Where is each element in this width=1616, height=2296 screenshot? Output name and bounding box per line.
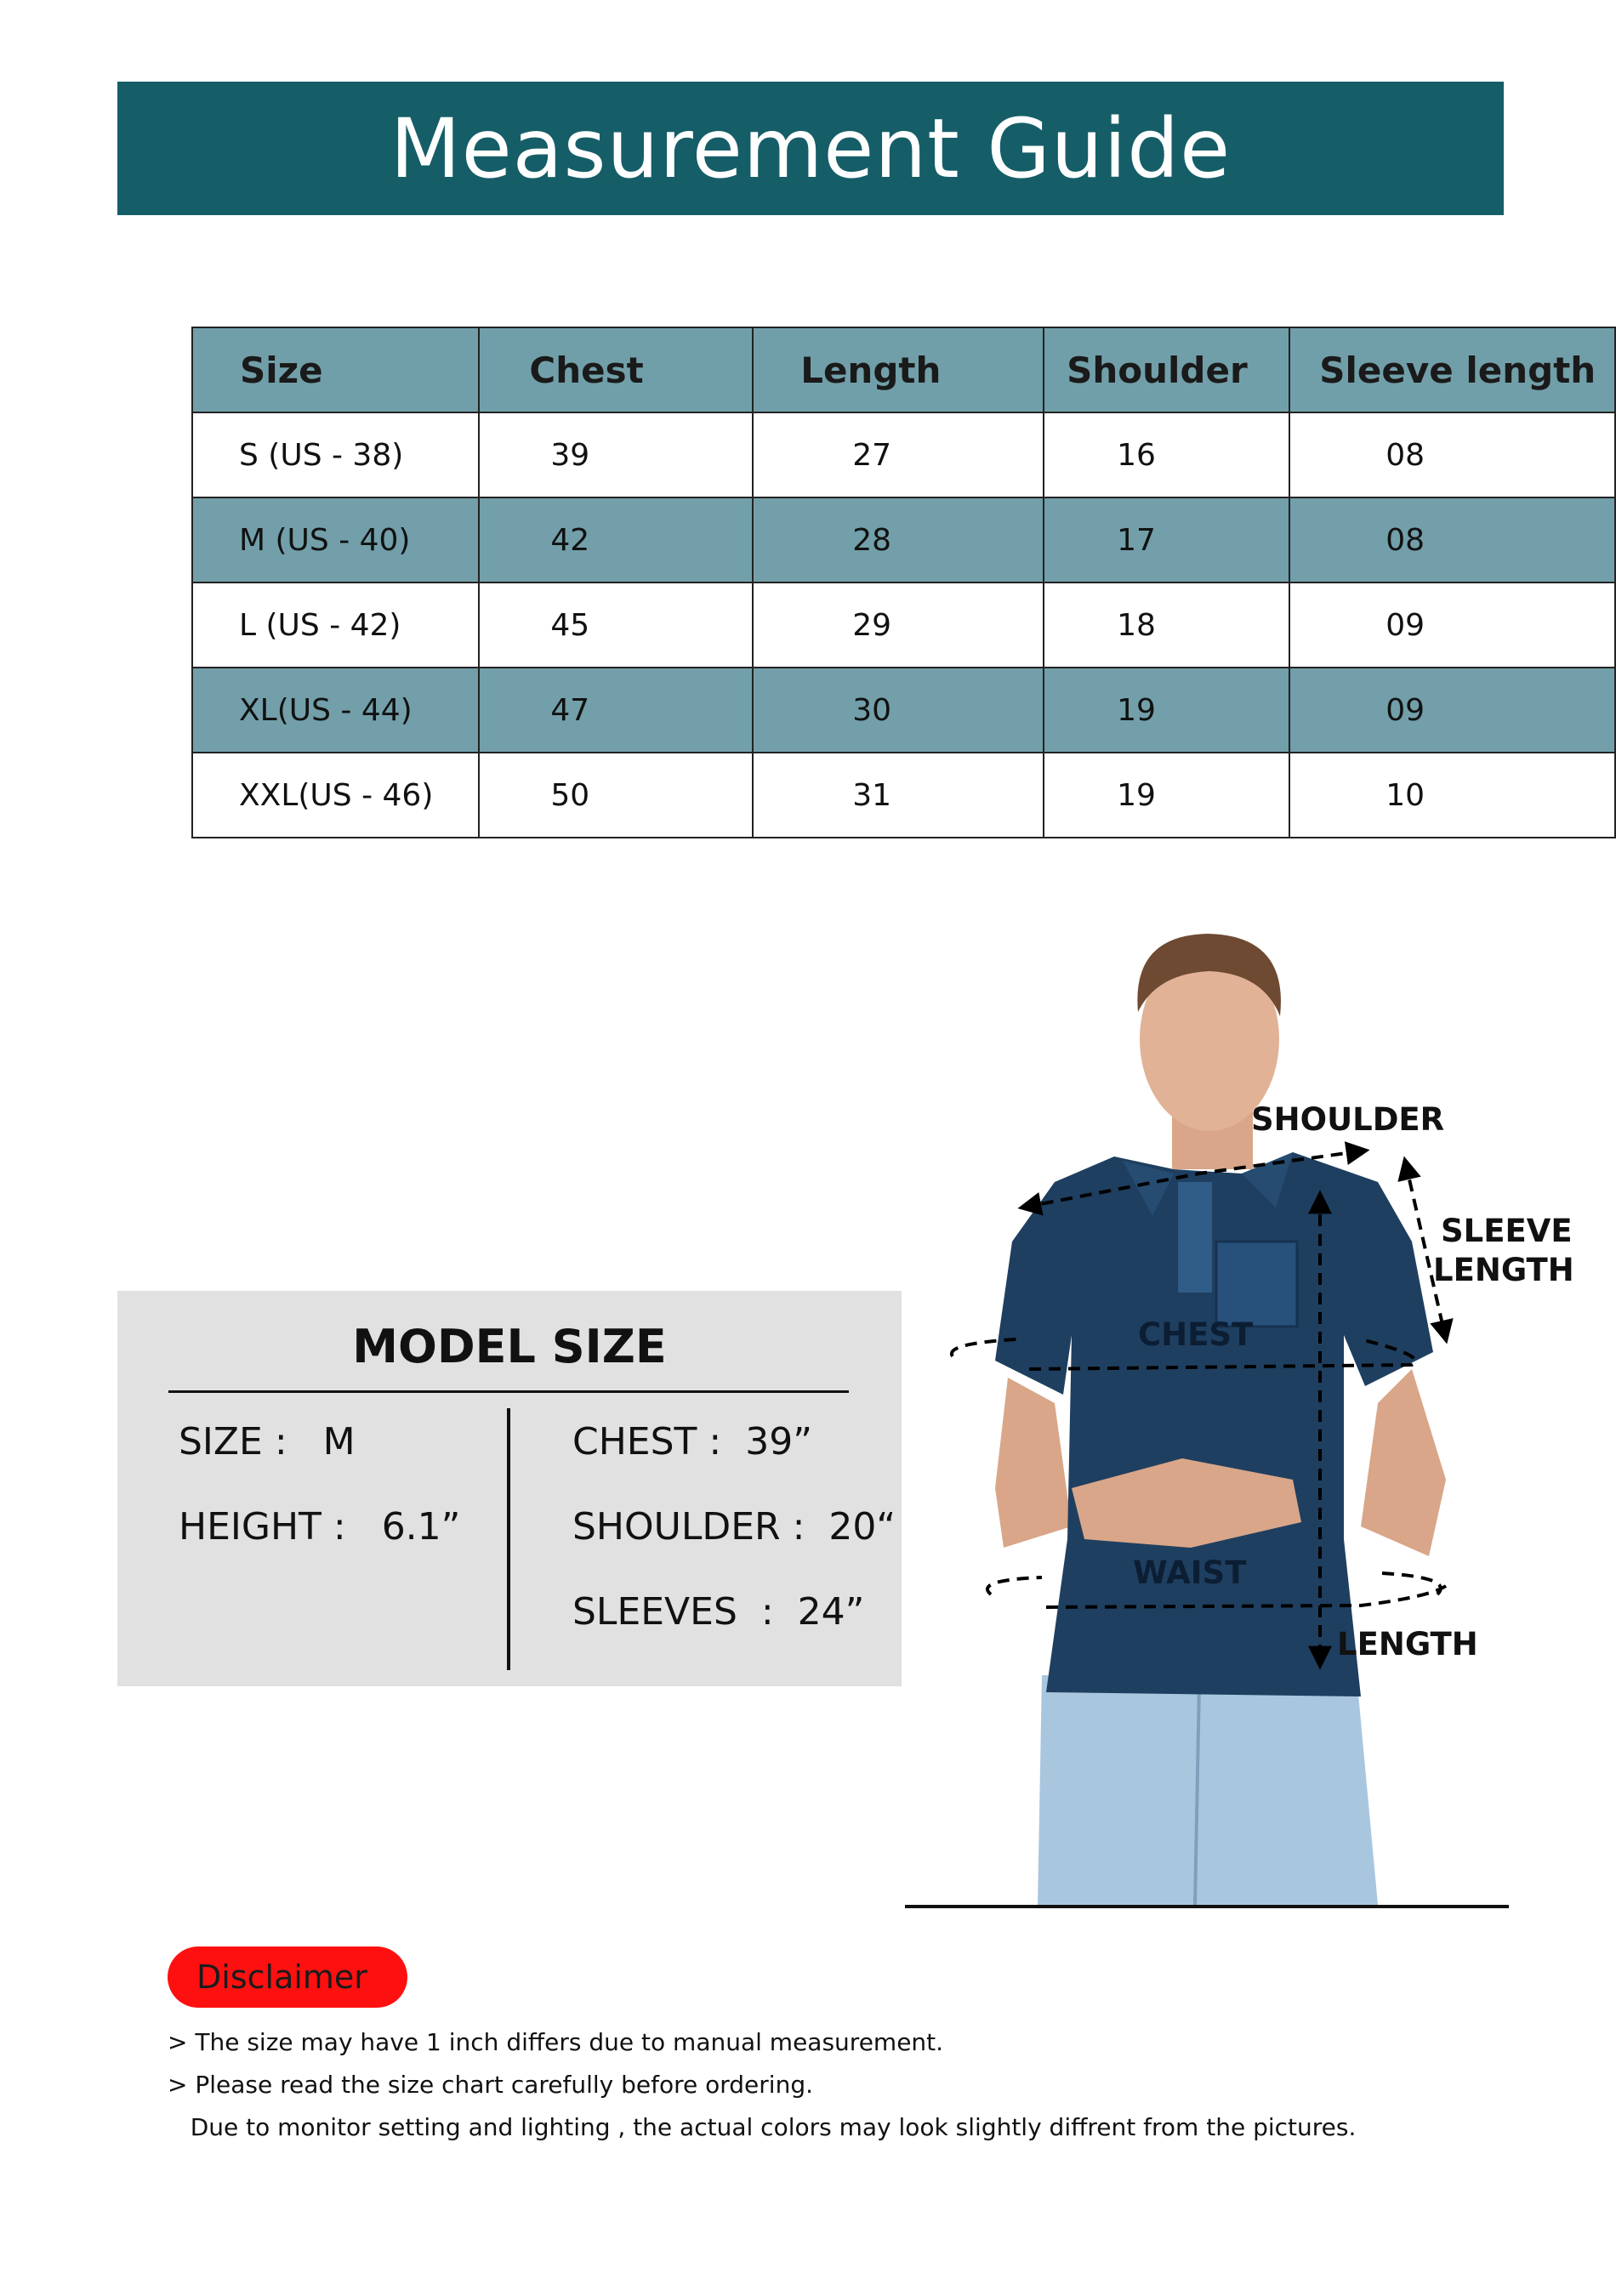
cell-length: 27 [753, 412, 1044, 497]
disclaimer-label: Disclaimer [196, 1958, 367, 1996]
cell-size: L (US - 42) [192, 583, 479, 668]
cell-shoulder: 16 [1044, 412, 1289, 497]
page-title: Measurement Guide [390, 100, 1232, 196]
cell-shoulder: 17 [1044, 497, 1289, 583]
jeans-shape [1038, 1675, 1378, 1905]
cell-chest: 39 [479, 412, 753, 497]
cell-size: XXL(US - 46) [192, 753, 479, 838]
sleeve-label-line2: LENGTH [1433, 1252, 1574, 1288]
table-row [192, 753, 1615, 838]
table-row [192, 497, 1615, 583]
header-shoulder: Shoulder [1044, 327, 1289, 412]
cell-chest: 50 [479, 753, 753, 838]
page-title-banner [117, 82, 1504, 215]
size-chart-table [191, 327, 1616, 838]
header-size: Size [192, 327, 479, 412]
length-label: LENGTH [1337, 1626, 1478, 1662]
model-size-value: SIZE : M [179, 1420, 356, 1463]
table-row [192, 668, 1615, 753]
table-row [192, 412, 1615, 497]
polo-shirt-shape [995, 1152, 1433, 1696]
model-shoulder-value: SHOULDER : 20“ [572, 1505, 896, 1549]
cell-sleeve-length: 08 [1289, 412, 1615, 497]
ground-line [905, 1905, 1509, 1908]
cell-chest: 45 [479, 583, 753, 668]
cell-size: S (US - 38) [192, 412, 479, 497]
cell-sleeve-length: 09 [1289, 583, 1615, 668]
cell-length: 28 [753, 497, 1044, 583]
cell-size: XL(US - 44) [192, 668, 479, 753]
chest-label: CHEST [1138, 1316, 1254, 1353]
waist-label: WAIST [1133, 1554, 1247, 1591]
disclaimer-note: Due to monitor setting and lighting , the actual colors may look slightly diffrent from the pictures. [168, 2113, 1357, 2141]
disclaimer-note: > The size may have 1 inch differs due to manual measurement. [168, 2028, 944, 2056]
disclaimer-note: > Please read the size chart carefully before ordering. [168, 2071, 813, 2099]
cell-chest: 42 [479, 497, 753, 583]
table-header-row [192, 327, 1615, 412]
cell-shoulder: 18 [1044, 583, 1289, 668]
cell-chest: 47 [479, 668, 753, 753]
cell-sleeve-length: 08 [1289, 497, 1615, 583]
disclaimer-badge [168, 1946, 407, 2008]
model-figure-illustration [902, 893, 1582, 1913]
model-chest-value: CHEST : 39” [572, 1420, 812, 1463]
cell-shoulder: 19 [1044, 753, 1289, 838]
sleeve-label-line1: SLEEVE [1441, 1213, 1573, 1249]
shoulder-label: SHOULDER [1251, 1101, 1445, 1138]
table-row [192, 583, 1615, 668]
cell-shoulder: 19 [1044, 668, 1289, 753]
divider [168, 1390, 849, 1393]
divider [507, 1408, 510, 1670]
cell-size: M (US - 40) [192, 497, 479, 583]
right-arm-shape [1361, 1369, 1446, 1556]
header-chest: Chest [479, 327, 753, 412]
cell-sleeve-length: 09 [1289, 668, 1615, 753]
model-sleeves-value: SLEEVES : 24” [572, 1590, 865, 1634]
model-height-value: HEIGHT : 6.1” [179, 1505, 461, 1549]
cell-length: 29 [753, 583, 1044, 668]
model-size-title: MODEL SIZE [352, 1320, 667, 1373]
cell-sleeve-length: 10 [1289, 753, 1615, 838]
header-sleeve-length: Sleeve length [1289, 327, 1615, 412]
model-size-panel [117, 1291, 902, 1686]
cell-length: 31 [753, 753, 1044, 838]
header-length: Length [753, 327, 1044, 412]
left-arm-shape [995, 1378, 1072, 1548]
cell-length: 30 [753, 668, 1044, 753]
